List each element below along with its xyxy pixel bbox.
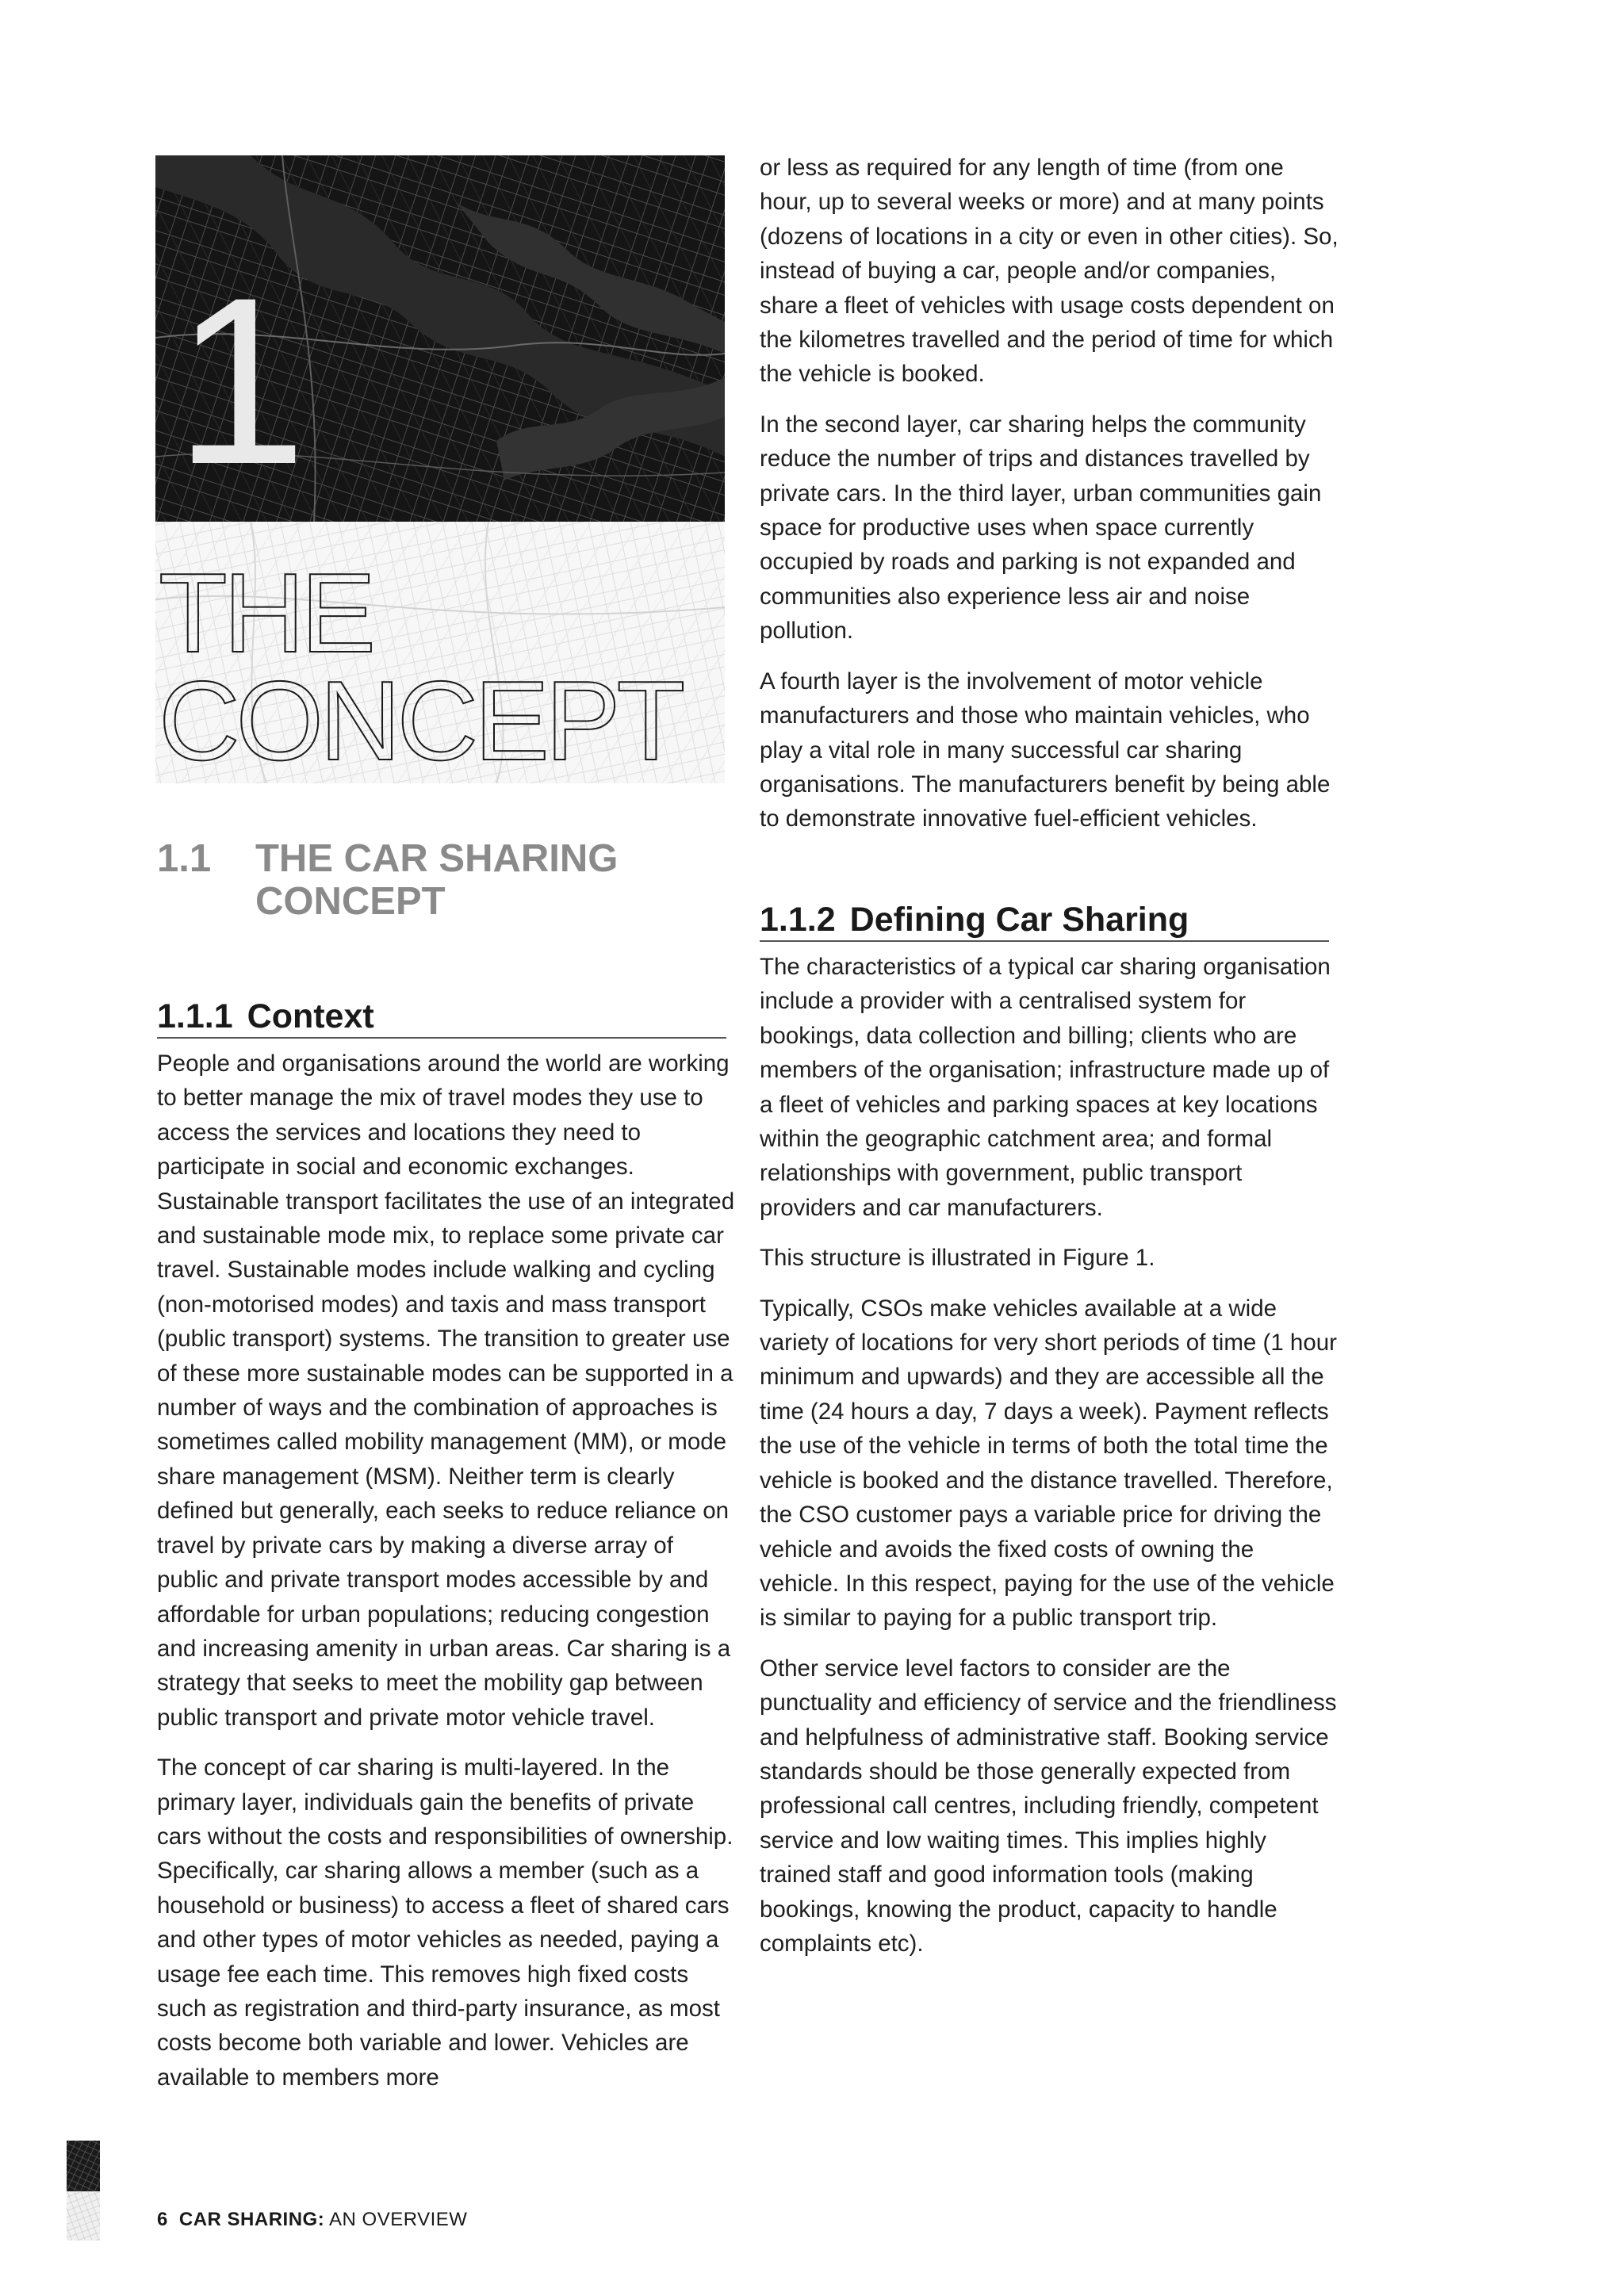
chapter-title-line-1: THE — [159, 550, 372, 676]
paragraph: The characteristics of a typical car sharing organisation include a provider with a centralised system for bookings, data collection and billing; clients who are members of the organisation; infrastructure made up of a fleet of vehicles and parking spaces at key locations within the geographic catchment area; and formal relationships with government, public transport providers and car manufacturers. — [760, 954, 1331, 1221]
context-body — [157, 1047, 736, 2110]
paragraph: In the second layer, car sharing helps the community reduce the number of trips and distances travelled by private cars. In the third layer, urban communities gain space for productive uses when space currently occupied by roads and parking is not expanded and communities also experience less air and noise pollution. — [760, 411, 1322, 645]
paragraph: The concept of car sharing is multi-layered. In the primary layer, individuals gain the benefits of private cars without the costs and responsibilities of ownership. Specifically, car sharing allows a member (such as a household or business) to access a fleet of shared cars and other types of motor vehicles as needed, paying a usage fee each time. This removes high fixed costs such as registration and third-party insurance, as most costs become both variable and lower. Vehicles are available to members more — [157, 1755, 733, 2091]
section-title: THE CAR SHARING CONCEPT — [255, 837, 619, 923]
context-heading — [157, 997, 726, 1039]
footer-subtitle: AN OVERVIEW — [329, 2209, 468, 2230]
paragraph: This structure is illustrated in Figure 1. — [760, 1245, 1155, 1272]
page-number: 6 — [157, 2209, 168, 2230]
footer-brand: CAR SHARING: — [178, 2209, 325, 2230]
section-heading — [157, 837, 728, 923]
defining-body — [760, 950, 1339, 1976]
section-number: 1.1 — [157, 837, 212, 880]
paragraph: or less as required for any length of time (from one hour, up to several weeks or more) and at many points (dozens of locations in a city or even in other cities). So, instead of buying a car, people and/or companies, share a fleet of vehicles with usage costs dependent on the kilometres travelled and the period of time for which the vehicle is booked. — [760, 155, 1339, 388]
chapter-title-line-2: CONCEPT — [159, 658, 682, 784]
paragraph: Typically, CSOs make vehicles available at a wide variety of locations for very short periods of time (1 hour minimum and upwards) and they are accessible all the time (24 hours a day, 7 days a week). Payment reflects the use of the vehicle in terms of both the total time the vehicle is booked and the distance travelled. Therefore, the CSO customer pays a variable price for driving the vehicle and avoids the fixed costs of owning the vehicle. In this respect, paying for the use of the vehicle is similar to paying for a public transport trip. — [760, 1295, 1337, 1632]
context-number: 1.1.1 — [157, 997, 233, 1035]
chapter-title — [159, 550, 730, 784]
paragraph: Other service level factors to consider are the punctuality and efficiency of service and the friendliness and helpfulness of administrative staff. Booking service standards should be those generally expected from professional call centres, including friendly, competent service and low waiting times. This implies highly trained staff and good information tools (making bookings, knowing the product, capacity to handle complaints etc). — [760, 1655, 1337, 1957]
defining-number: 1.1.2 — [760, 901, 836, 939]
continued-body — [760, 151, 1339, 852]
page-footer — [157, 2209, 467, 2231]
defining-heading — [760, 901, 1329, 942]
footer-map-tab — [67, 2141, 100, 2241]
paragraph: A fourth layer is the involvement of motor vehicle manufacturers and those who maintain vehicles, who play a vital role in many successful car sharing organisations. The manufacturers benefit by being able to demonstrate innovative fuel-efficient vehicles. — [760, 668, 1331, 832]
chapter-number: 1 — [174, 247, 302, 514]
defining-title: Defining Car Sharing — [849, 901, 1189, 939]
paragraph: People and organisations around the world are working to better manage the mix of travel modes they use to access the services and locations they need to participate in social and economic exchanges. Sustainable transport facilitates the use of an integrated and sustainable mode mix, to replace some private car travel. Sustainable modes include walking and cycling (non-motorised modes) and taxis and mass transport (public transport) systems. The transition to greater use of these more sustainable modes can be supported in a number of ways and the combination of approaches is sometimes called mobility management (MM), or mode share management (MSM). Neither term is clearly defined but generally, each seeks to reduce reliance on travel by private cars by making a diverse array of public and private transport modes accessible by and affordable for urban populations; reducing congestion and increasing amenity in urban areas. Car sharing is a strategy that seeks to meet the mobility gap between public transport and private motor vehicle travel. — [157, 1050, 735, 1731]
context-title: Context — [247, 997, 374, 1035]
